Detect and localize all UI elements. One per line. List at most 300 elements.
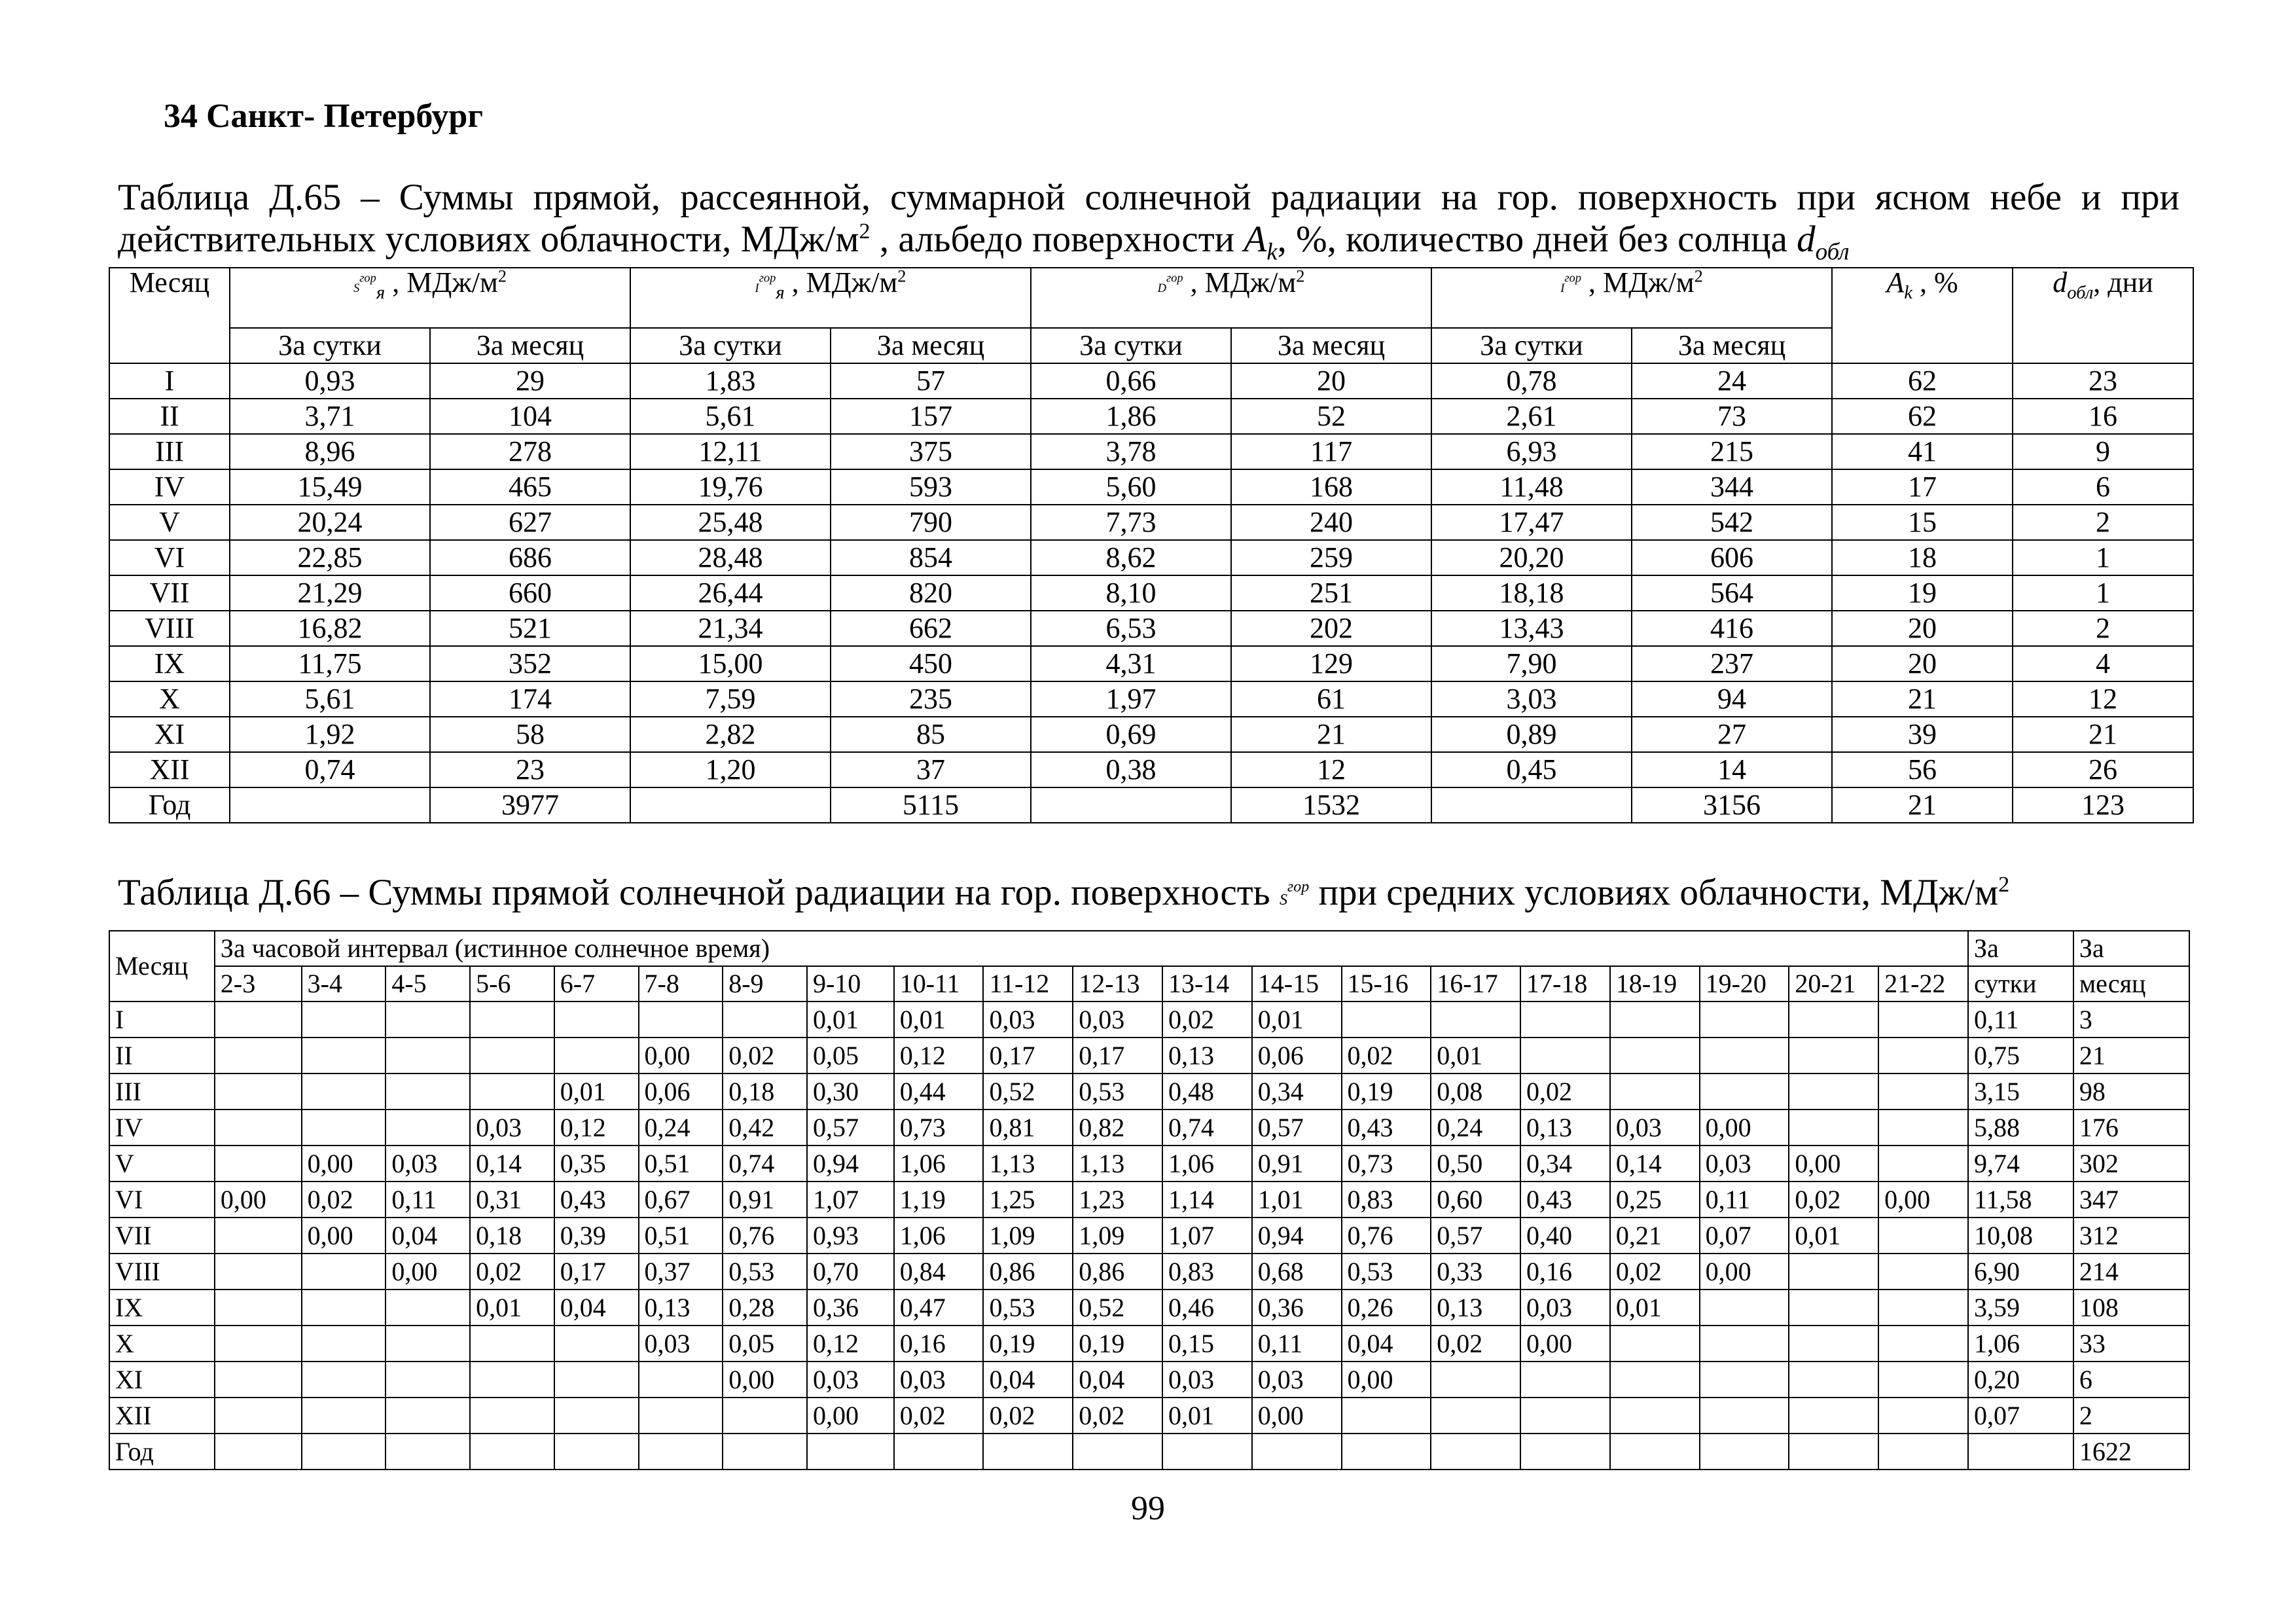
table-cell: 0,17 bbox=[554, 1254, 639, 1290]
table-row bbox=[109, 363, 2193, 399]
table-cell: 0,44 bbox=[894, 1074, 984, 1110]
table-cell: 0,89 bbox=[1431, 717, 1632, 752]
table-cell bbox=[1610, 1326, 1700, 1362]
table-cell: 0,01 bbox=[554, 1074, 639, 1110]
table-cell: 0,02 bbox=[1162, 1001, 1252, 1038]
table-cell: 21,29 bbox=[230, 575, 430, 611]
table-cell bbox=[1610, 1074, 1700, 1110]
table-cell: 0,48 bbox=[1162, 1074, 1252, 1110]
row-label: XI bbox=[109, 717, 230, 752]
table-cell: 0,20 bbox=[1968, 1362, 2073, 1398]
table-cell: 0,67 bbox=[639, 1182, 723, 1218]
table-cell: 0,02 bbox=[1520, 1074, 1610, 1110]
table-cell bbox=[983, 1434, 1073, 1470]
table-cell: 5115 bbox=[831, 787, 1031, 823]
col-header-days-no-sun: $d_{обл}$, дни bbox=[2013, 268, 2193, 363]
table-cell: 9 bbox=[2013, 434, 2193, 469]
table-cell: 33 bbox=[2073, 1326, 2189, 1362]
table-cell: 168 bbox=[1231, 469, 1431, 505]
table-cell: 0,33 bbox=[1431, 1254, 1520, 1290]
table-cell: 20,24 bbox=[230, 505, 430, 540]
table-cell: 214 bbox=[2073, 1254, 2189, 1290]
table-cell: 37 bbox=[831, 752, 1031, 787]
table-cell: 1622 bbox=[2073, 1434, 2189, 1470]
table-cell: 0,12 bbox=[554, 1110, 639, 1146]
row-label: II bbox=[109, 1038, 215, 1074]
table-row bbox=[109, 681, 2193, 717]
table-cell: 6,90 bbox=[1968, 1254, 2073, 1290]
table-cell: 94 bbox=[1632, 681, 1832, 717]
table-cell: 0,11 bbox=[1252, 1326, 1342, 1362]
table-cell: 21 bbox=[2073, 1038, 2189, 1074]
table-cell: 0,05 bbox=[723, 1326, 807, 1362]
table-cell: 0,42 bbox=[723, 1110, 807, 1146]
table-cell: 0,00 bbox=[215, 1182, 302, 1218]
table-cell: 0,03 bbox=[807, 1362, 894, 1398]
page-number: 99 bbox=[1131, 1490, 1165, 1527]
table-cell: 20,20 bbox=[1431, 540, 1632, 575]
table-cell: 0,31 bbox=[470, 1182, 554, 1218]
table-cell: 29 bbox=[430, 363, 630, 399]
col-header-per-month: За месяц bbox=[1632, 328, 1832, 363]
table-cell: 465 bbox=[430, 469, 630, 505]
table-cell: 3,15 bbox=[1968, 1074, 2073, 1110]
table-cell: 23 bbox=[2013, 363, 2193, 399]
table-cell: 0,14 bbox=[470, 1146, 554, 1182]
col-header-group: $S^{гор}_я$ , МДж/$м^2$ bbox=[230, 268, 630, 328]
table-cell bbox=[1789, 1074, 1878, 1110]
table-cell: 0,91 bbox=[723, 1182, 807, 1218]
table-cell: 0,04 bbox=[386, 1218, 470, 1254]
table-row bbox=[109, 787, 2193, 823]
table-cell: 0,74 bbox=[1162, 1110, 1252, 1146]
table-cell: 0,91 bbox=[1252, 1146, 1342, 1182]
table-cell: 0,86 bbox=[983, 1254, 1073, 1290]
col-header-hour: 5-6 bbox=[470, 966, 554, 1001]
table-cell bbox=[1342, 1434, 1431, 1470]
col-header-hour: 8-9 bbox=[723, 966, 807, 1001]
table-row bbox=[109, 1398, 2189, 1434]
table-cell bbox=[215, 1254, 302, 1290]
table-cell: 2 bbox=[2013, 505, 2193, 540]
table-cell bbox=[1610, 1038, 1700, 1074]
table-cell bbox=[470, 1326, 554, 1362]
table-cell bbox=[386, 1290, 470, 1326]
table-cell: 0,83 bbox=[1342, 1182, 1431, 1218]
table-cell bbox=[554, 1434, 639, 1470]
table-cell bbox=[554, 1398, 639, 1434]
table-cell: 6 bbox=[2073, 1362, 2189, 1398]
table-cell: 0,86 bbox=[1073, 1254, 1162, 1290]
section-heading: 34 Санкт- Петербург bbox=[164, 98, 483, 135]
table-row bbox=[109, 1434, 2189, 1470]
table-cell: 347 bbox=[2073, 1182, 2189, 1218]
col-header-per-day: За сутки bbox=[1431, 328, 1632, 363]
table-cell: 129 bbox=[1231, 646, 1431, 681]
table-cell bbox=[386, 1110, 470, 1146]
table-cell: 1,14 bbox=[1162, 1182, 1252, 1218]
table-cell bbox=[1789, 1038, 1878, 1074]
table-cell: 0,19 bbox=[983, 1326, 1073, 1362]
table-cell: 0,02 bbox=[894, 1398, 984, 1434]
col-header-hour: 19-20 bbox=[1700, 966, 1789, 1001]
table-cell: 0,93 bbox=[230, 363, 430, 399]
table-cell: 0,94 bbox=[807, 1146, 894, 1182]
row-label: IV bbox=[109, 1110, 215, 1146]
col-header-hour: 20-21 bbox=[1789, 966, 1878, 1001]
table-cell: 0,11 bbox=[386, 1182, 470, 1218]
table-row bbox=[109, 611, 2193, 646]
table-cell: 0,39 bbox=[554, 1218, 639, 1254]
table-cell bbox=[215, 1398, 302, 1434]
table-cell bbox=[1431, 1001, 1520, 1038]
table-cell bbox=[1878, 1074, 1968, 1110]
table-cell: 12 bbox=[1231, 752, 1431, 787]
table-cell: 0,76 bbox=[723, 1218, 807, 1254]
table-cell: 0,53 bbox=[1342, 1254, 1431, 1290]
table-cell: 1,13 bbox=[983, 1146, 1073, 1182]
table-cell: 0,40 bbox=[1520, 1218, 1610, 1254]
table-cell: 1,92 bbox=[230, 717, 430, 752]
table-cell: 0,73 bbox=[1342, 1146, 1431, 1182]
table-cell: 0,30 bbox=[807, 1074, 894, 1110]
table-cell bbox=[1073, 1434, 1162, 1470]
table-cell: 8,10 bbox=[1031, 575, 1231, 611]
table-cell bbox=[1520, 1362, 1610, 1398]
table-cell bbox=[302, 1362, 386, 1398]
table-cell: 0,03 bbox=[1610, 1110, 1700, 1146]
table-cell: 0,19 bbox=[1342, 1074, 1431, 1110]
col-header-hour: 7-8 bbox=[639, 966, 723, 1001]
table-cell: 2 bbox=[2013, 611, 2193, 646]
table-cell: 0,18 bbox=[723, 1074, 807, 1110]
table-cell: 1,20 bbox=[630, 752, 831, 787]
table-cell: 352 bbox=[430, 646, 630, 681]
table-cell bbox=[215, 1326, 302, 1362]
table-cell: 0,51 bbox=[639, 1218, 723, 1254]
table-cell bbox=[1968, 1434, 2073, 1470]
table-cell: 0,46 bbox=[1162, 1290, 1252, 1326]
table-cell: 854 bbox=[831, 540, 1031, 575]
table-cell bbox=[1878, 1290, 1968, 1326]
table-cell: 0,13 bbox=[1431, 1290, 1520, 1326]
col-header-per-day-top: За bbox=[1968, 931, 2073, 966]
table-cell: 9,74 bbox=[1968, 1146, 2073, 1182]
table-cell: 1,13 bbox=[1073, 1146, 1162, 1182]
table-cell: 0,01 bbox=[1162, 1398, 1252, 1434]
table-row bbox=[109, 505, 2193, 540]
table-65 bbox=[109, 267, 2194, 823]
col-header-per-month: За месяц bbox=[831, 328, 1031, 363]
table-cell bbox=[1610, 1001, 1700, 1038]
table-cell: 0,73 bbox=[894, 1110, 984, 1146]
table-cell: 0,36 bbox=[1252, 1290, 1342, 1326]
table-cell bbox=[1342, 1001, 1431, 1038]
table-cell bbox=[215, 1074, 302, 1110]
table-cell: 20 bbox=[1832, 611, 2013, 646]
table-cell bbox=[1700, 1038, 1789, 1074]
table-cell bbox=[1252, 1434, 1342, 1470]
table-cell bbox=[230, 787, 430, 823]
table-cell: 62 bbox=[1832, 399, 2013, 434]
table-row bbox=[109, 717, 2193, 752]
table-cell: 16 bbox=[2013, 399, 2193, 434]
table-cell: 416 bbox=[1632, 611, 1832, 646]
table-cell: 0,70 bbox=[807, 1254, 894, 1290]
table-cell bbox=[1610, 1398, 1700, 1434]
table-cell bbox=[386, 1326, 470, 1362]
table-cell: 13,43 bbox=[1431, 611, 1632, 646]
col-header-hour: 4-5 bbox=[386, 966, 470, 1001]
table-cell: 25,48 bbox=[630, 505, 831, 540]
table-cell: 17,47 bbox=[1431, 505, 1632, 540]
table-cell: 26 bbox=[2013, 752, 2193, 787]
row-label: XII bbox=[109, 1398, 215, 1434]
table65-caption: Таблица Д.65 – Суммы прямой, рассеянной, суммарной солнечной радиации на гор. поверхность при ясном небе и при действительных условиях облачности, МДж/$м^2$ , альбедо поверхности $A_k$, %, количество дней без солнца $d_{обл}$ bbox=[118, 177, 2179, 266]
row-label: X bbox=[109, 681, 230, 717]
table-cell bbox=[470, 1362, 554, 1398]
table-cell bbox=[1031, 787, 1231, 823]
table-cell: 7,59 bbox=[630, 681, 831, 717]
table-cell: 58 bbox=[430, 717, 630, 752]
table-cell: 1,09 bbox=[1073, 1218, 1162, 1254]
table-cell: 0,82 bbox=[1073, 1110, 1162, 1146]
table-cell: 0,68 bbox=[1252, 1254, 1342, 1290]
table-cell: 3 bbox=[2073, 1001, 2189, 1038]
table-cell bbox=[1789, 1398, 1878, 1434]
table-cell: 0,03 bbox=[1073, 1001, 1162, 1038]
table-cell bbox=[302, 1038, 386, 1074]
table-cell: 0,07 bbox=[1968, 1398, 2073, 1434]
table-cell bbox=[302, 1290, 386, 1326]
table-cell: 18 bbox=[1832, 540, 2013, 575]
table-cell: 17 bbox=[1832, 469, 2013, 505]
table-cell: 5,61 bbox=[230, 681, 430, 717]
table-row bbox=[109, 434, 2193, 469]
col-header-group: $I^{гор}$ , МДж/$м^2$ bbox=[1431, 268, 1832, 328]
table-cell: 0,00 bbox=[639, 1038, 723, 1074]
table-cell: 6,53 bbox=[1031, 611, 1231, 646]
row-label: VIII bbox=[109, 1254, 215, 1290]
table-cell: 627 bbox=[430, 505, 630, 540]
table-cell: 0,16 bbox=[1520, 1254, 1610, 1290]
table-cell bbox=[1610, 1434, 1700, 1470]
table-cell: 3,03 bbox=[1431, 681, 1632, 717]
table-cell: 7,90 bbox=[1431, 646, 1632, 681]
table-cell bbox=[1789, 1290, 1878, 1326]
col-header-hour: 10-11 bbox=[894, 966, 984, 1001]
table-cell: 61 bbox=[1231, 681, 1431, 717]
table-cell: 1,07 bbox=[807, 1182, 894, 1218]
row-label: V bbox=[109, 1146, 215, 1182]
table-cell: 0,76 bbox=[1342, 1218, 1431, 1254]
table-cell: 39 bbox=[1832, 717, 2013, 752]
table-cell: 8,96 bbox=[230, 434, 430, 469]
table-cell: 0,08 bbox=[1431, 1074, 1520, 1110]
table-cell: 0,43 bbox=[1342, 1110, 1431, 1146]
table-cell bbox=[1878, 1001, 1968, 1038]
table-cell: 3977 bbox=[430, 787, 630, 823]
table-cell: 0,04 bbox=[983, 1362, 1073, 1398]
row-label: V bbox=[109, 505, 230, 540]
table-cell: 0,00 bbox=[386, 1254, 470, 1290]
table-cell: 278 bbox=[430, 434, 630, 469]
table-cell: 117 bbox=[1231, 434, 1431, 469]
table-cell bbox=[215, 1218, 302, 1254]
col-header-hour: 11-12 bbox=[983, 966, 1073, 1001]
table-cell bbox=[1878, 1362, 1968, 1398]
table-row bbox=[109, 469, 2193, 505]
table-cell: 0,01 bbox=[807, 1001, 894, 1038]
table-cell bbox=[215, 1434, 302, 1470]
table-cell bbox=[215, 1362, 302, 1398]
table-cell bbox=[215, 1001, 302, 1038]
row-label: IX bbox=[109, 646, 230, 681]
table-cell bbox=[1700, 1290, 1789, 1326]
table-cell: 0,38 bbox=[1031, 752, 1231, 787]
table-cell: 542 bbox=[1632, 505, 1832, 540]
table-cell bbox=[723, 1434, 807, 1470]
table-cell: 686 bbox=[430, 540, 630, 575]
table-cell: 5,60 bbox=[1031, 469, 1231, 505]
table-cell: 0,04 bbox=[554, 1290, 639, 1326]
table-cell: 0,00 bbox=[1342, 1362, 1431, 1398]
table-cell bbox=[302, 1326, 386, 1362]
table-cell bbox=[894, 1434, 984, 1470]
table-cell bbox=[215, 1110, 302, 1146]
table-cell: 1,23 bbox=[1073, 1182, 1162, 1218]
table-cell: 0,51 bbox=[639, 1146, 723, 1182]
table-cell bbox=[302, 1254, 386, 1290]
table-cell: 0,11 bbox=[1968, 1001, 2073, 1038]
table-cell: 0,07 bbox=[1700, 1218, 1789, 1254]
table-cell: 0,02 bbox=[1610, 1254, 1700, 1290]
row-label: I bbox=[109, 1001, 215, 1038]
table-cell: 41 bbox=[1832, 434, 2013, 469]
col-header-per-month: За месяц bbox=[430, 328, 630, 363]
table-cell: 0,43 bbox=[1520, 1182, 1610, 1218]
table-cell: 6 bbox=[2013, 469, 2193, 505]
table-cell: 0,00 bbox=[723, 1362, 807, 1398]
table-cell: 0,12 bbox=[807, 1326, 894, 1362]
table-cell bbox=[1700, 1434, 1789, 1470]
table-cell bbox=[1700, 1001, 1789, 1038]
table-cell: 2 bbox=[2073, 1398, 2189, 1434]
table-cell: 0,34 bbox=[1520, 1146, 1610, 1182]
table-cell: 0,15 bbox=[1162, 1326, 1252, 1362]
table-cell: 0,04 bbox=[1073, 1362, 1162, 1398]
col-header-per-month-top: За bbox=[2073, 931, 2189, 966]
table-cell: 215 bbox=[1632, 434, 1832, 469]
table-cell: 1,06 bbox=[894, 1146, 984, 1182]
table-cell: 11,48 bbox=[1431, 469, 1632, 505]
table-cell: 1,06 bbox=[1162, 1146, 1252, 1182]
table-cell: 24 bbox=[1632, 363, 1832, 399]
table-cell: 22,85 bbox=[230, 540, 430, 575]
table-cell: 0,02 bbox=[1073, 1398, 1162, 1434]
table-cell bbox=[1789, 1434, 1878, 1470]
col-header-per-day: За сутки bbox=[1031, 328, 1231, 363]
table-cell: 15 bbox=[1832, 505, 2013, 540]
table-cell: 0,11 bbox=[1700, 1182, 1789, 1218]
table-cell bbox=[1700, 1074, 1789, 1110]
table-cell bbox=[1520, 1038, 1610, 1074]
table-cell: 0,03 bbox=[386, 1146, 470, 1182]
table-cell: 0,14 bbox=[1610, 1146, 1700, 1182]
table-cell: 4 bbox=[2013, 646, 2193, 681]
row-label: VIII bbox=[109, 611, 230, 646]
table-cell: 5,88 bbox=[1968, 1110, 2073, 1146]
table-cell: 11,75 bbox=[230, 646, 430, 681]
table-cell: 0,47 bbox=[894, 1290, 984, 1326]
table-row bbox=[109, 1182, 2189, 1218]
table-cell bbox=[470, 1398, 554, 1434]
table-cell: 176 bbox=[2073, 1110, 2189, 1146]
table-cell: 0,35 bbox=[554, 1146, 639, 1182]
table-cell bbox=[723, 1001, 807, 1038]
table-cell: 8,62 bbox=[1031, 540, 1231, 575]
table-cell bbox=[1700, 1362, 1789, 1398]
table-cell bbox=[1878, 1326, 1968, 1362]
col-header-per-month-bottom: месяц bbox=[2073, 966, 2189, 1001]
table-cell bbox=[1342, 1398, 1431, 1434]
table-cell: 0,26 bbox=[1342, 1290, 1431, 1326]
table-cell: 0,13 bbox=[639, 1290, 723, 1326]
table-cell bbox=[1431, 1434, 1520, 1470]
col-header-hour: 3-4 bbox=[302, 966, 386, 1001]
table-cell: 0,53 bbox=[983, 1290, 1073, 1326]
table-row bbox=[109, 752, 2193, 787]
table-cell: 1,83 bbox=[630, 363, 831, 399]
table-cell bbox=[302, 1001, 386, 1038]
table-row bbox=[109, 399, 2193, 434]
table-cell: 6,93 bbox=[1431, 434, 1632, 469]
table-cell: 4,31 bbox=[1031, 646, 1231, 681]
table-cell: 564 bbox=[1632, 575, 1832, 611]
table-cell: 0,01 bbox=[1789, 1218, 1878, 1254]
col-header-per-day: За сутки bbox=[230, 328, 430, 363]
table-cell: 0,37 bbox=[639, 1254, 723, 1290]
table-cell: 52 bbox=[1231, 399, 1431, 434]
table-cell: 10,08 bbox=[1968, 1218, 2073, 1254]
table-row bbox=[109, 1001, 2189, 1038]
col-header-group: $D^{гор}$ , МДж/$м^2$ bbox=[1031, 268, 1431, 328]
table-cell: 259 bbox=[1231, 540, 1431, 575]
table-cell: 57 bbox=[831, 363, 1031, 399]
table-cell: 0,03 bbox=[1520, 1290, 1610, 1326]
table-cell bbox=[470, 1001, 554, 1038]
table-cell bbox=[302, 1110, 386, 1146]
table-cell: 123 bbox=[2013, 787, 2193, 823]
table-cell bbox=[1878, 1434, 1968, 1470]
table-cell bbox=[386, 1434, 470, 1470]
table-cell: 0,57 bbox=[1252, 1110, 1342, 1146]
table-cell bbox=[470, 1434, 554, 1470]
table-cell: 0,17 bbox=[1073, 1038, 1162, 1074]
table-cell: 235 bbox=[831, 681, 1031, 717]
row-label: VII bbox=[109, 1218, 215, 1254]
col-header-hour: 13-14 bbox=[1162, 966, 1252, 1001]
table-cell bbox=[1878, 1254, 1968, 1290]
table-cell: 0,04 bbox=[1342, 1326, 1431, 1362]
col-header-hour: 6-7 bbox=[554, 966, 639, 1001]
table-cell: 375 bbox=[831, 434, 1031, 469]
table-cell bbox=[386, 1038, 470, 1074]
table-cell bbox=[302, 1434, 386, 1470]
table-cell bbox=[215, 1146, 302, 1182]
table-cell bbox=[1700, 1326, 1789, 1362]
table-cell bbox=[470, 1038, 554, 1074]
